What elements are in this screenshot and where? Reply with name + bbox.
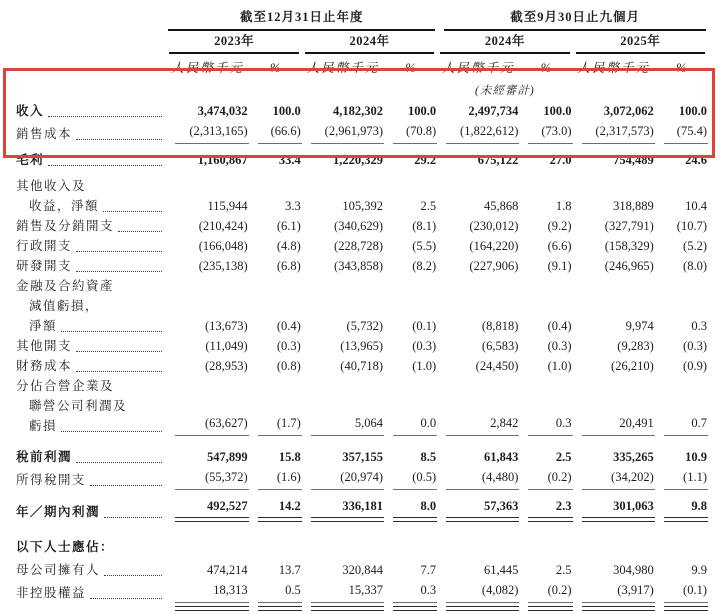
dot-leader <box>118 231 162 232</box>
pct-cell: (0.3) <box>276 339 301 353</box>
income-statement-table <box>16 7 708 611</box>
value-cell: 3,072,062 <box>603 104 654 118</box>
row-label-line: 分佔合營企業及 <box>16 379 115 393</box>
row-label <box>16 101 166 121</box>
dot-leader <box>61 331 162 332</box>
unit-header-row <box>16 54 708 78</box>
table-row <box>16 236 708 256</box>
row-label <box>16 522 166 557</box>
period-header-annual <box>166 7 437 31</box>
table-row <box>16 276 708 336</box>
pct-cell: 100.0 <box>408 104 437 118</box>
closing-rule-cell <box>573 603 655 611</box>
group-header-row <box>16 7 708 31</box>
value-cell: 115,944 <box>207 199 248 213</box>
value-cell: (4,082) <box>437 580 519 603</box>
value-cell: (13,673) <box>204 319 248 333</box>
value-cell: 318,889 <box>613 199 654 213</box>
row-label <box>16 336 166 356</box>
pct-cell: 7.7 <box>420 563 437 577</box>
pct-cell: (6.1) <box>276 219 301 233</box>
pct-cell: 9.9 <box>691 563 707 577</box>
value-cell: 357,155 <box>342 450 383 464</box>
unit-label: 人民幣千元 <box>306 61 380 75</box>
pct-label: % <box>540 61 552 75</box>
year-header-2024-interim: 2024年 <box>437 31 572 54</box>
dot-leader <box>76 351 162 352</box>
row-label <box>16 557 166 580</box>
row-label-line: 研發開支 <box>16 256 164 276</box>
pct-cell: 2.5 <box>555 450 572 464</box>
pct-cell: (6.8) <box>276 259 301 273</box>
row-label-line: 財務成本 <box>16 356 164 376</box>
pct-cell: (66.6) <box>249 121 302 144</box>
pct-cell: (0.8) <box>276 359 301 373</box>
row-label-line: 減值虧損， <box>29 299 100 313</box>
pct-cell: (70.8) <box>384 121 437 144</box>
pct-cell: (9.1) <box>547 259 572 273</box>
row-label <box>16 436 166 467</box>
value-cell: 18,313 <box>166 580 248 603</box>
dot-leader <box>90 485 162 486</box>
pct-cell: (0.1) <box>412 319 437 333</box>
closing-rule-cell <box>437 603 519 611</box>
row-label-line: 母公司擁有人 <box>16 560 164 580</box>
row-label-line: 非控股權益 <box>16 583 164 603</box>
value-cell: (2,313,165) <box>166 121 248 144</box>
table-body <box>16 101 708 611</box>
value-cell: 5,064 <box>302 376 384 436</box>
pct-cell: 0.3 <box>519 376 572 436</box>
dot-leader <box>76 251 162 252</box>
period-header-interim-label: 截至9月30日止九個月 <box>444 7 706 31</box>
dot-leader <box>103 211 162 212</box>
value-cell: 675,122 <box>477 153 519 167</box>
row-label-line: 銷售成本 <box>16 124 164 144</box>
row-label-line: 行政開支 <box>16 236 164 256</box>
row-label-line: 以下人士應佔： <box>16 540 115 554</box>
dot-leader <box>76 371 162 372</box>
value-cell: 2,497,734 <box>468 104 519 118</box>
row-label <box>16 580 166 603</box>
year-header-2024: 2024年 <box>302 31 437 54</box>
pct-cell: 100.0 <box>678 104 707 118</box>
value-cell: (3,917) <box>573 580 655 603</box>
year-header-2025-interim: 2025年 <box>573 31 708 54</box>
value-cell: (343,858) <box>334 259 383 273</box>
value-cell: 547,899 <box>207 450 248 464</box>
value-cell: (6,583) <box>481 339 519 353</box>
table-row <box>16 436 708 467</box>
pct-cell: 33.4 <box>278 153 301 167</box>
pct-cell: (1.0) <box>547 359 572 373</box>
value-cell: (13,965) <box>340 339 383 353</box>
pct-cell: 29.2 <box>414 153 437 167</box>
pct-cell: 0.5 <box>249 580 302 603</box>
pct-cell: (0.3) <box>683 339 707 353</box>
pct-cell: 100.0 <box>272 104 301 118</box>
row-label-line: 毛利 <box>16 150 164 170</box>
dot-leader <box>61 431 162 432</box>
value-cell: (2,317,573) <box>573 121 655 144</box>
dot-leader <box>76 271 162 272</box>
pct-label: % <box>270 61 281 75</box>
table-row <box>16 490 708 522</box>
value-cell: (340,629) <box>334 219 383 233</box>
value-cell: 45,868 <box>484 199 519 213</box>
pct-cell: (5.2) <box>683 239 707 253</box>
table-row <box>16 170 708 216</box>
pct-cell: 2.5 <box>555 563 572 577</box>
pct-cell: (4.8) <box>276 239 301 253</box>
value-cell: 57,363 <box>437 490 519 522</box>
value-cell: 20,491 <box>573 376 655 436</box>
pct-cell: 2.5 <box>420 199 437 213</box>
value-cell: (5,732) <box>346 319 383 333</box>
pct-cell: (73.0) <box>519 121 572 144</box>
row-label <box>16 236 166 256</box>
row-label <box>16 467 166 490</box>
value-cell: (28,953) <box>204 359 248 373</box>
value-cell: 335,265 <box>613 450 654 464</box>
value-cell: 304,980 <box>613 563 654 577</box>
empty-cells <box>166 522 708 557</box>
pct-cell: (0.2) <box>519 580 572 603</box>
value-cell: (327,791) <box>604 219 654 233</box>
closing-rule-cell <box>302 603 384 611</box>
header-spacer <box>16 7 166 31</box>
row-label-line: 稅前利潤 <box>16 447 164 467</box>
value-cell: (20,974) <box>302 467 384 490</box>
row-label <box>16 256 166 276</box>
value-cell: (8,818) <box>481 319 519 333</box>
value-cell: (24,450) <box>475 359 519 373</box>
row-label <box>16 144 166 170</box>
row-label-line: 其他開支 <box>16 336 164 356</box>
dot-leader <box>48 116 162 117</box>
row-label-line: 虧損 <box>16 416 164 436</box>
value-cell: (227,906) <box>469 259 519 273</box>
value-cell: 474,214 <box>207 563 248 577</box>
pct-cell: (8.2) <box>412 259 437 273</box>
period-header-interim <box>437 7 708 31</box>
row-label <box>16 490 166 522</box>
pct-cell: 15.8 <box>278 450 301 464</box>
pct-cell: (0.1) <box>655 580 708 603</box>
row-label <box>16 376 166 436</box>
value-cell: (235,138) <box>198 259 248 273</box>
row-label <box>16 170 166 216</box>
header-spacer <box>573 78 708 101</box>
header-spacer <box>16 78 166 101</box>
pct-cell: (0.3) <box>412 339 437 353</box>
value-cell: (230,012) <box>469 219 519 233</box>
value-cell: (63,627) <box>166 376 248 436</box>
value-cell: (9,283) <box>617 339 654 353</box>
table-row <box>16 580 708 603</box>
dot-leader <box>76 462 162 463</box>
pct-cell: (0.9) <box>683 359 707 373</box>
pct-cell: 14.2 <box>249 490 302 522</box>
year-header-row <box>16 31 708 54</box>
unit-label: 人民幣千元 <box>171 61 244 75</box>
pct-cell: (1.7) <box>249 376 302 436</box>
value-cell: 2,842 <box>437 376 519 436</box>
value-cell: 9,974 <box>625 319 654 333</box>
header-spacer <box>16 31 166 54</box>
pct-cell: (1.0) <box>412 359 437 373</box>
value-cell: (1,822,612) <box>437 121 519 144</box>
pct-cell: 10.9 <box>685 450 707 464</box>
pct-cell: 0.3 <box>691 319 707 333</box>
value-cell: (164,220) <box>469 239 519 253</box>
value-cell: (166,048) <box>198 239 248 253</box>
row-label-line: 其他收入及 <box>16 179 87 193</box>
dot-leader <box>76 139 162 140</box>
value-cell: 15,337 <box>302 580 384 603</box>
value-cell: (26,210) <box>611 359 654 373</box>
pct-cell: (8.1) <box>412 219 437 233</box>
value-cell: (55,372) <box>166 467 248 490</box>
value-cell: 4,182,302 <box>333 104 383 118</box>
pct-cell: 0.0 <box>384 376 437 436</box>
value-cell: 301,063 <box>573 490 655 522</box>
table-row <box>16 336 708 356</box>
value-cell: 105,392 <box>342 199 383 213</box>
closing-rule-cell <box>249 603 302 611</box>
pct-cell: (6.6) <box>547 239 572 253</box>
pct-cell: 8.0 <box>384 490 437 522</box>
pct-cell: (0.5) <box>384 467 437 490</box>
closing-rule-cell <box>655 603 708 611</box>
table-row <box>16 522 708 557</box>
pct-cell: 13.7 <box>278 563 301 577</box>
pct-cell: 8.5 <box>420 450 437 464</box>
row-label <box>16 216 166 236</box>
header-spacer <box>16 54 166 78</box>
value-cell: (228,728) <box>334 239 383 253</box>
row-label <box>16 356 166 376</box>
pct-cell: (1.1) <box>655 467 708 490</box>
row-label <box>16 276 166 336</box>
table-row <box>16 376 708 436</box>
table-row <box>16 144 708 170</box>
pct-cell: 3.3 <box>285 199 301 213</box>
closing-rule-cell <box>384 603 437 611</box>
value-cell: (40,718) <box>340 359 383 373</box>
table-row <box>16 557 708 580</box>
row-label-line: 收益，淨額 <box>16 196 164 216</box>
value-cell: 754,489 <box>613 153 654 167</box>
unit-label: 人民幣千元 <box>577 61 650 75</box>
row-label-line: 銷售及分銷開支 <box>16 216 164 236</box>
table-row <box>16 121 708 144</box>
value-cell: 1,160,867 <box>197 153 248 167</box>
pct-cell: (75.4) <box>655 121 708 144</box>
dot-leader <box>48 165 162 166</box>
table-row <box>16 356 708 376</box>
row-label-line: 年／期內利潤 <box>16 502 164 522</box>
unaudited-row <box>16 78 708 101</box>
value-cell: (4,480) <box>437 467 519 490</box>
value-cell: (2,961,973) <box>302 121 384 144</box>
row-label <box>16 121 166 144</box>
dot-leader <box>90 598 162 599</box>
pct-cell: (0.4) <box>276 319 301 333</box>
row-label-line: 聯營公司利潤及 <box>29 399 128 413</box>
row-label-line: 收入 <box>16 101 164 121</box>
row-label-line: 金融及合約資產 <box>16 279 115 293</box>
table-row <box>16 256 708 276</box>
pct-cell: (1.6) <box>249 467 302 490</box>
year-header-2023: 2023年 <box>166 31 301 54</box>
pct-cell: 1.8 <box>555 199 572 213</box>
header-spacer <box>166 78 437 101</box>
table-row <box>16 216 708 236</box>
pct-cell: 2.3 <box>519 490 572 522</box>
value-cell: 61,843 <box>484 450 519 464</box>
row-label <box>16 603 166 611</box>
pct-cell: (10.7) <box>676 219 707 233</box>
value-cell: 1,220,329 <box>333 153 383 167</box>
pct-cell: 100.0 <box>543 104 572 118</box>
pct-cell: (5.5) <box>412 239 437 253</box>
closing-rule-cell <box>166 603 248 611</box>
period-header-annual-label: 截至12月31日止年度 <box>168 7 435 31</box>
unit-label: 人民幣千元 <box>442 61 515 75</box>
dot-leader <box>104 575 162 576</box>
value-cell: (34,202) <box>573 467 655 490</box>
pct-cell: 0.7 <box>655 376 708 436</box>
pct-cell: 0.3 <box>384 580 437 603</box>
row-label-line: 所得稅開支 <box>16 470 164 490</box>
value-cell: 320,844 <box>342 563 383 577</box>
pct-cell: 10.4 <box>685 199 707 213</box>
row-label-line: 淨額 <box>16 316 164 336</box>
pct-cell: 24.6 <box>685 153 707 167</box>
pct-cell: (9.2) <box>547 219 572 233</box>
closing-rule-row <box>16 603 708 611</box>
pct-cell: (0.3) <box>547 339 572 353</box>
pct-cell: 9.8 <box>655 490 708 522</box>
pct-label: % <box>676 61 687 75</box>
value-cell: 336,181 <box>302 490 384 522</box>
pct-cell: (8.0) <box>683 259 707 273</box>
value-cell: 492,527 <box>166 490 248 522</box>
value-cell: 61,445 <box>484 563 519 577</box>
pct-cell: (0.4) <box>547 319 572 333</box>
table-row <box>16 467 708 490</box>
value-cell: (158,329) <box>604 239 654 253</box>
value-cell: (210,424) <box>198 219 248 233</box>
pct-label: % <box>405 61 416 75</box>
value-cell: 3,474,032 <box>197 104 248 118</box>
dot-leader <box>104 517 162 518</box>
pct-cell: (0.2) <box>519 467 572 490</box>
table-header <box>16 7 708 101</box>
closing-rule-cell <box>519 603 572 611</box>
table-row <box>16 101 708 121</box>
value-cell: (11,049) <box>205 339 248 353</box>
value-cell: (246,965) <box>604 259 654 273</box>
unaudited-note: (未經審計) <box>475 85 535 97</box>
pct-cell: 27.0 <box>549 153 572 167</box>
